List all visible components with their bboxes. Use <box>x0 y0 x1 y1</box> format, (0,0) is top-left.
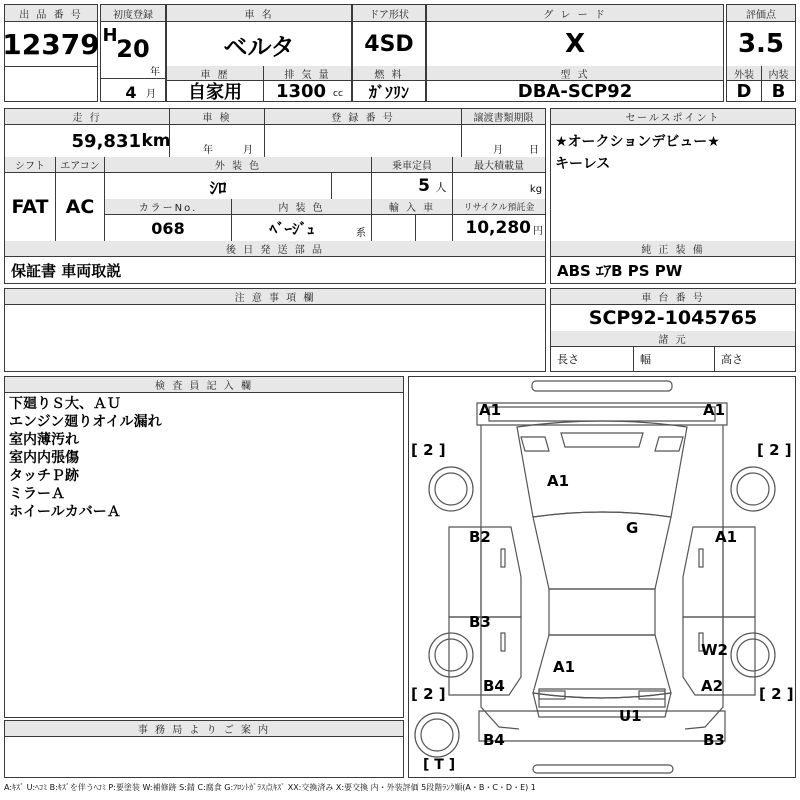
transfer-month-unit: 月 <box>493 144 503 156</box>
damage-mark-roof: G <box>626 519 639 537</box>
damage-mark-front-left: A1 <box>479 401 502 419</box>
int-color-unit: 系 <box>356 227 366 239</box>
damage-mark-left-rear-door: B3 <box>469 613 491 631</box>
damage-mark-rear-right: B3 <box>703 731 725 749</box>
inspection-label: 車 検 <box>170 109 264 125</box>
model-label: 型 式 <box>427 66 723 81</box>
fuel-value: ｶﾞｿﾘﾝ <box>368 82 409 102</box>
office-value <box>5 737 403 777</box>
damage-mark-right-front-door: A1 <box>715 528 738 546</box>
damage-mark-trunk: A1 <box>553 658 576 676</box>
door-box <box>352 4 426 102</box>
inspector-note: 室内薄汚れ <box>9 432 79 448</box>
tyre-front-left: [ 2 ] <box>411 441 446 459</box>
score-label: 評価点 <box>727 5 795 22</box>
caution-box <box>4 288 546 372</box>
capacity-value: 5 <box>418 176 430 196</box>
load-label: 最大積載量 <box>453 157 545 173</box>
damage-mark-hood: A1 <box>547 472 570 490</box>
chassis-box <box>550 288 796 372</box>
tyre-front-right: [ 2 ] <box>757 441 792 459</box>
month-unit: 月 <box>146 88 156 100</box>
grade-box <box>426 4 724 102</box>
int-color-value: ﾍﾞｰｼﾞｭ <box>269 219 315 238</box>
mileage-label: 走 行 <box>5 109 169 125</box>
capacity-label: 乗車定員 <box>372 157 452 173</box>
ac-label: エアコン <box>56 157 104 173</box>
damage-mark-right-rear-door: W2 <box>701 641 728 659</box>
tyre-spare: [ T ] <box>423 757 456 773</box>
inspection-year-unit: 年 <box>203 144 213 156</box>
chassis-value: SCP92-1045765 <box>588 307 758 329</box>
sales-points-label: セールスポイント <box>551 109 795 125</box>
sales-point-line: キーレス <box>555 156 611 172</box>
sales-point-line: ★オークションデビュー★ <box>555 134 720 150</box>
shift-label: シフト <box>5 157 55 173</box>
model-value: DBA-SCP92 <box>517 80 633 102</box>
displacement-unit: cc <box>333 89 343 99</box>
details-box <box>4 108 546 284</box>
inspector-note: ミラーＡ <box>9 486 65 502</box>
era-value: H <box>102 24 118 46</box>
lot-number-box <box>4 4 98 102</box>
interior-value: B <box>771 80 786 102</box>
damage-mark-right-rear-quarter: A2 <box>701 677 724 695</box>
displacement-label: 排 気 量 <box>264 66 351 81</box>
chassis-label: 車 台 番 号 <box>551 289 795 305</box>
caution-label: 注 意 事 項 欄 <box>5 289 545 305</box>
inspector-note: 室内内張傷 <box>9 450 79 466</box>
door-label: ドア形状 <box>353 5 425 22</box>
exterior-label: 外装 <box>727 66 761 81</box>
lot-number-label: 出 品 番 号 <box>5 5 97 22</box>
equipment-value: ABS ｴｱB PS PW <box>557 261 683 280</box>
damage-mark-rear-bumper: U1 <box>619 707 642 725</box>
inspection-month-unit: 月 <box>243 144 253 156</box>
inspector-note: 下廻りＳ大、ＡＵ <box>9 396 121 412</box>
inspector-note: タッチＰ跡 <box>9 468 79 484</box>
shift-value: FAT <box>11 196 49 218</box>
score-value: 3.5 <box>737 29 785 59</box>
mileage-value: 59,831 <box>71 130 141 152</box>
tyre-rear-right: [ 2 ] <box>759 685 794 703</box>
width-label: 幅 <box>640 353 651 366</box>
caution-value <box>5 305 545 371</box>
score-box <box>726 4 796 102</box>
interior-label: 内装 <box>762 66 795 81</box>
history-value: 自家用 <box>188 82 242 103</box>
transfer-day-unit: 日 <box>529 144 539 156</box>
lot-number-value: 12379 <box>2 27 100 61</box>
grade-label: グ レ ー ド <box>427 5 723 22</box>
exterior-value: D <box>736 80 752 102</box>
capacity-unit: 人 <box>435 181 447 194</box>
sales-points-box <box>550 108 796 284</box>
length-label: 長さ <box>557 353 579 366</box>
year-unit: 年 <box>150 66 160 78</box>
door-value: 4SD <box>364 31 414 57</box>
inspector-label: 検 査 員 記 入 欄 <box>5 377 403 393</box>
damage-mark-rear-left: B4 <box>483 731 505 749</box>
mileage-unit: km <box>141 131 171 151</box>
damage-mark-left-front-door: B2 <box>469 528 491 546</box>
recycle-value: 10,280 <box>465 218 531 238</box>
year-value: 20 <box>116 35 150 63</box>
color-no-value: 068 <box>151 218 185 238</box>
first-registration-label: 初度登録 <box>101 5 165 22</box>
import-label: 輸 入 車 <box>372 199 452 215</box>
damage-marks <box>409 377 795 777</box>
later-parts-label: 後 日 発 送 部 品 <box>5 241 545 257</box>
recycle-unit: 円 <box>533 225 543 237</box>
office-box <box>4 720 404 778</box>
history-label: 車 歴 <box>167 66 263 81</box>
recycle-label: リサイクル預託金 <box>453 199 545 215</box>
color-no-label: カラーNo. <box>105 199 231 215</box>
car-name-value: ベルタ <box>223 32 295 61</box>
tyre-rear-left: [ 2 ] <box>411 685 446 703</box>
car-name-box <box>166 4 352 102</box>
office-label: 事 務 局 よ り ご 案 内 <box>5 721 403 737</box>
damage-mark-left-rear-quarter: B4 <box>483 677 505 695</box>
ac-value: AC <box>65 196 95 218</box>
equipment-label: 純 正 装 備 <box>551 241 795 257</box>
car-name-label: 車 名 <box>167 5 351 22</box>
load-unit: kg <box>529 183 543 195</box>
specs-label: 諸 元 <box>551 331 795 347</box>
damage-mark-front-right: A1 <box>703 401 726 419</box>
inspector-note: ホイールカバーＡ <box>9 504 121 520</box>
grade-value: X <box>564 29 586 59</box>
ext-color-value: ｼﾛ <box>209 178 227 199</box>
later-parts-value: 保証書 車両取説 <box>11 261 122 280</box>
inspector-box <box>4 376 404 718</box>
int-color-label: 内 装 色 <box>232 199 371 215</box>
transfer-label: 譲渡書類期限 <box>462 109 545 125</box>
inspector-notes <box>9 395 162 521</box>
height-label: 高さ <box>721 353 743 366</box>
month-value: 4 <box>125 82 137 102</box>
inspector-note: エンジン廻りオイル漏れ <box>9 414 162 430</box>
damage-legend: A:ｷｽﾞ U:ﾍｺﾐ B:ｷｽﾞを伴うﾍｺﾐ P:要塗装 W:補修跡 S:錆 C:腐食 G:ﾌﾛﾝﾄｶﾞﾗｽ点ｷｽﾞ XX:交換済み X:要交換 内・外装評価 5段階ﾗﾝｸ順(A・B・C・D・E) 1 <box>4 783 536 792</box>
ext-color-label: 外 装 色 <box>105 157 371 173</box>
first-registration-box <box>100 4 166 102</box>
plate-label: 登 録 番 号 <box>265 109 461 125</box>
displacement-value: 1300 <box>275 80 327 102</box>
fuel-label: 燃 料 <box>353 66 425 81</box>
car-diagram-box <box>408 376 796 778</box>
